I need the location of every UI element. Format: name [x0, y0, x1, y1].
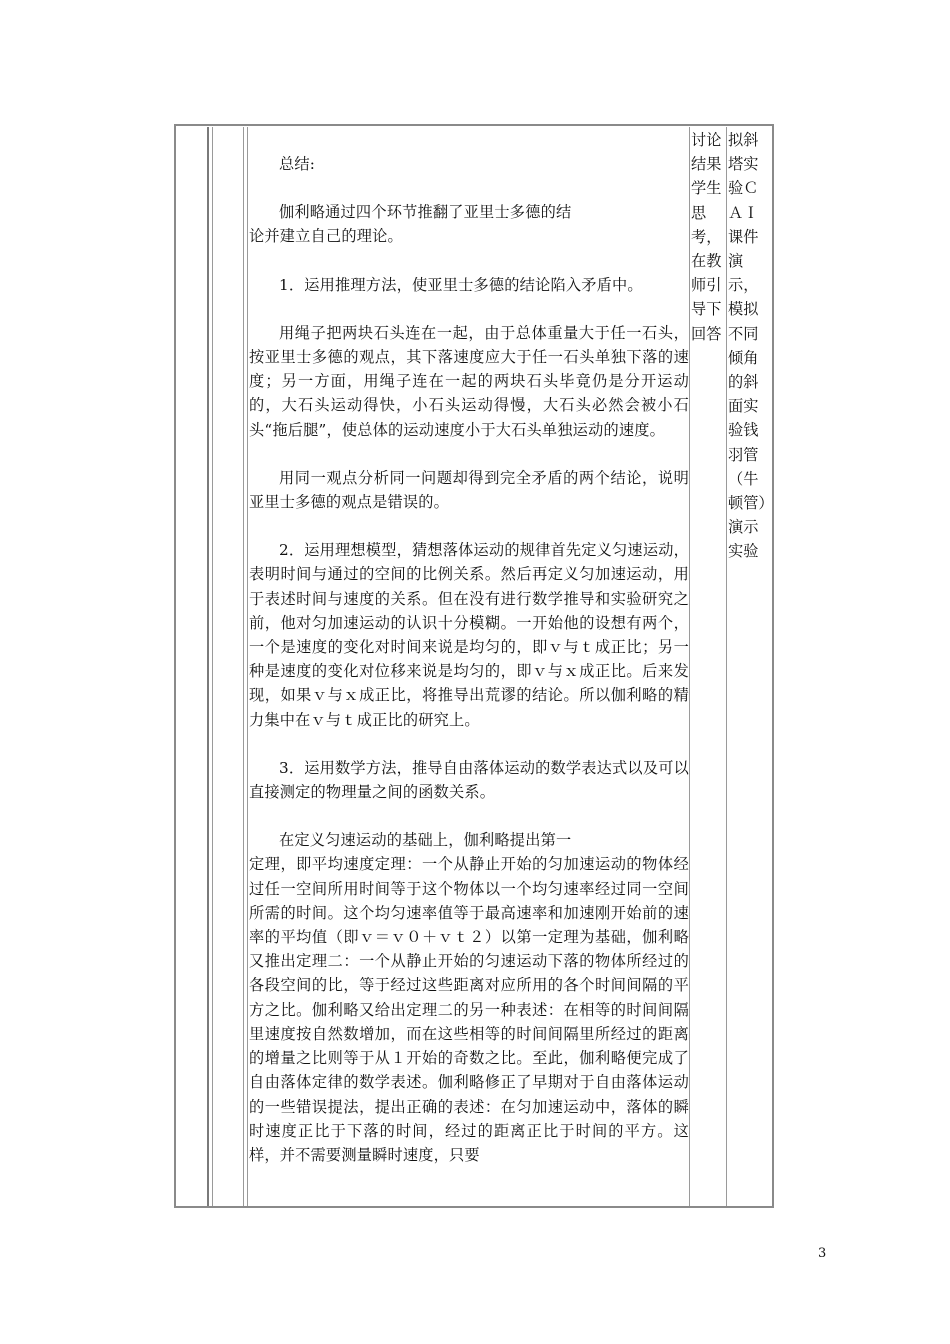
- teaching-content-cell: [249, 128, 689, 1204]
- step3-lead: 在定义匀速运动的基础上，伽利略提出第一: [279, 831, 572, 850]
- student-activity-cell: 讨论结果学生思考，在教师引导下回答: [691, 131, 722, 343]
- step1-conclusion: 用同一观点分析同一问题却得到完全矛盾的两个结论，说明亚里士多德的观点是错误的。: [249, 468, 689, 512]
- table-divider: [247, 127, 248, 1206]
- step3-title: 3．运用数学方法，推导自由落体运动的数学表达式以及可以直接测定的物理量之间的函数关系。: [249, 758, 689, 802]
- table-divider: [726, 127, 727, 1206]
- summary-intro-line1: 伽利略通过四个环节推翻了亚里士多德的结: [279, 203, 572, 222]
- table-divider: [689, 127, 690, 1206]
- step1-title: 1．运用推理方法，使亚里士多德的结论陷入矛盾中。: [279, 275, 643, 294]
- table-divider: [207, 127, 209, 1206]
- summary-heading: 总结:: [279, 155, 316, 173]
- step1-body: 用绳子把两块石头连在一起，由于总体重量大于任一石头，按亚里士多德的观点，其下落速度应大于任一石头单独下落的速度；另一方面，用绳子连在一起的两块石头毕竟仍是分开运动的，大石头运动得快，小石头运动得慢，大石头必然会被小石头“拖后腿”，使总体的运动速度小于大石头单独运动的速度。: [249, 323, 689, 439]
- table-divider: [212, 127, 213, 1206]
- media-cell: 拟斜塔实验ＣＡＩ课件演示，模拟不同倾角的斜面实验钱羽管（牛顿管）演示实验: [728, 131, 766, 561]
- summary-intro-line2: 论并建立自己的理论。: [249, 227, 403, 246]
- table-divider: [243, 127, 244, 1206]
- step3-body: 定理，即平均速度定理：一个从静止开始的匀加速运动的物体经过任一空间所用时间等于这个物体以一个均匀速率经过同一空间所需的时间。这个均匀速率值等于最高速率和加速刚开始前的速率的平均值（即ｖ＝ｖ０＋ｖｔ２）以第一定理为基础，伽利略又推出定理二：一个从静止开始的匀速运动下落的物体所经过的各段空间的比，等于经过这些距离对应所用的各个时间间隔的平方之比。伽利略又给出定理二的另一种表述：在相等的时间间隔里速度按自然数增加，而在这些相等的时间间隔里所经过的距离的增量之比则等于从１开始的奇数之比。至此，伽利略便完成了自由落体定律的数学表述。伽利略修正了早期对于自由落体运动的一些错误提法，提出正确的表述：在匀加速运动中，落体的瞬时速度正比于下落的时间，经过的距离正比于时间的平方。这样，并不需要测量瞬时速度，只要: [249, 855, 689, 1164]
- step2-body: 2．运用理想模型，猜想落体运动的规律首先定义匀速运动，表明时间与通过的空间的比例关系。然后再定义匀加速运动，用于表述时间与速度的关系。但在没有进行数学推导和实验研究之前，他对匀加速运动的认识十分模糊。一开始他的设想有两个，一个是速度的变化对时间来说是均匀的，即ｖ与ｔ成正比；另一种是速度的变化对位移来说是均匀的，即ｖ与ｘ成正比。后来发现，如果ｖ与ｘ成正比，将推导出荒谬的结论。所以伽利略的精力集中在ｖ与ｔ成正比的研究上。: [249, 541, 689, 729]
- page-number: 3: [818, 1246, 827, 1261]
